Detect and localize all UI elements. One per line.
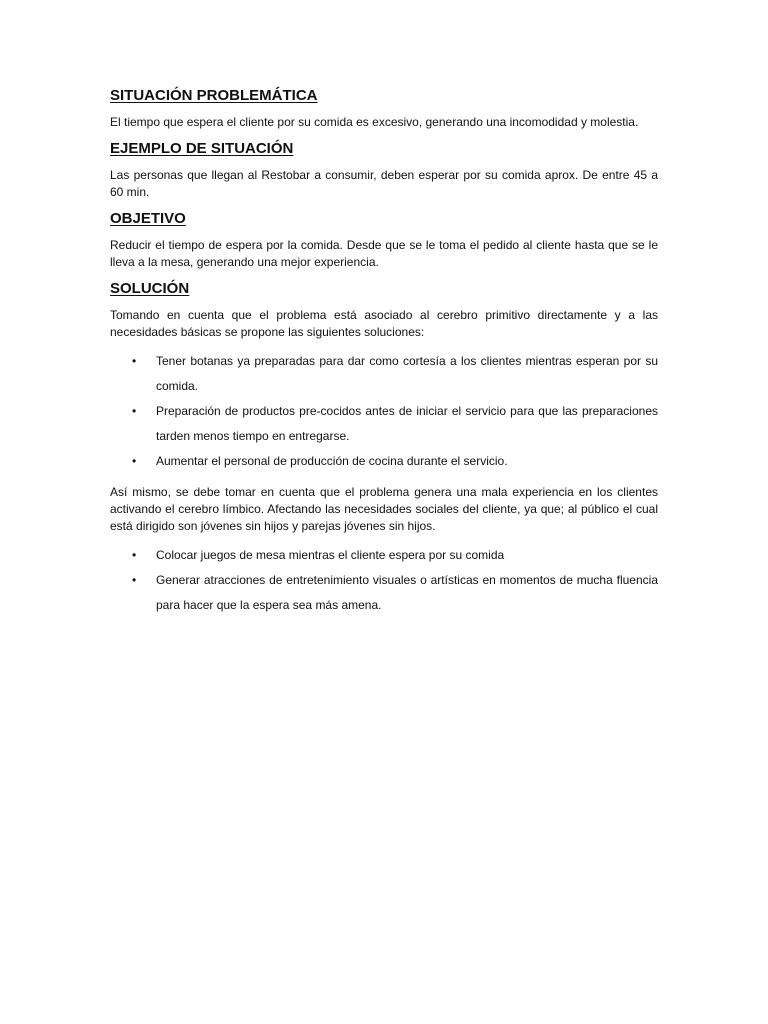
bullet-icon: • <box>132 404 137 418</box>
bullet-icon: • <box>132 573 137 587</box>
section-paragraph-situacion: El tiempo que espera el cliente por su comida es excesivo, generando una incomodidad y molestia. <box>110 115 639 129</box>
list-item-text: Colocar juegos de mesa mientras el cliente espera por su comida <box>156 548 505 562</box>
bullet-icon: • <box>132 354 137 368</box>
list-item <box>110 568 658 618</box>
bullet-icon: • <box>132 548 137 562</box>
list-item <box>110 349 658 399</box>
section-paragraph-limbico: Así mismo, se debe tomar en cuenta que el problema genera una mala experiencia en los clientes activando el cerebro límbico. Afectando las necesidades sociales del cliente, ya que; al público el cual está dirigido son jóvenes sin hijos y parejas jóvenes sin hijos. <box>110 485 658 533</box>
section-paragraph-ejemplo: Las personas que llegan al Restobar a consumir, deben esperar por su comida aprox. De entre 45 a 60 min. <box>110 168 658 199</box>
list-item <box>110 399 658 449</box>
section-paragraph-objetivo: Reducir el tiempo de espera por la comida. Desde que se le toma el pedido al cliente hasta que se le lleva a la mesa, generando una mejor experiencia. <box>110 238 658 269</box>
list-item-text: Aumentar el personal de producción de cocina durante el servicio. <box>156 454 508 468</box>
list-item-text: Generar atracciones de entretenimiento visuales o artísticas en momentos de mucha fluencia para hacer que la espera sea más amena. <box>156 573 658 612</box>
solutions-list <box>110 349 658 474</box>
section-heading-ejemplo: EJEMPLO DE SITUACIÓN <box>110 140 294 157</box>
list-item-text: Tener botanas ya preparadas para dar como cortesía a los clientes mientras esperan por su comida. <box>156 354 658 393</box>
section-heading-situacion: SITUACIÓN PROBLEMÁTICA <box>110 87 318 104</box>
section-paragraph-solucion: Tomando en cuenta que el problema está asociado al cerebro primitivo directamente y a las necesidades básicas se propone las siguientes soluciones: <box>110 308 658 339</box>
list-item <box>110 543 658 568</box>
list-item-text: Preparación de productos pre-cocidos antes de iniciar el servicio para que las preparaciones tarden menos tiempo en entregarse. <box>156 404 658 443</box>
section-heading-objetivo: OBJETIVO <box>110 210 186 227</box>
section-heading-solucion: SOLUCIÓN <box>110 280 190 297</box>
social-solutions-list <box>110 543 658 618</box>
list-item <box>110 449 658 474</box>
bullet-icon: • <box>132 454 137 468</box>
